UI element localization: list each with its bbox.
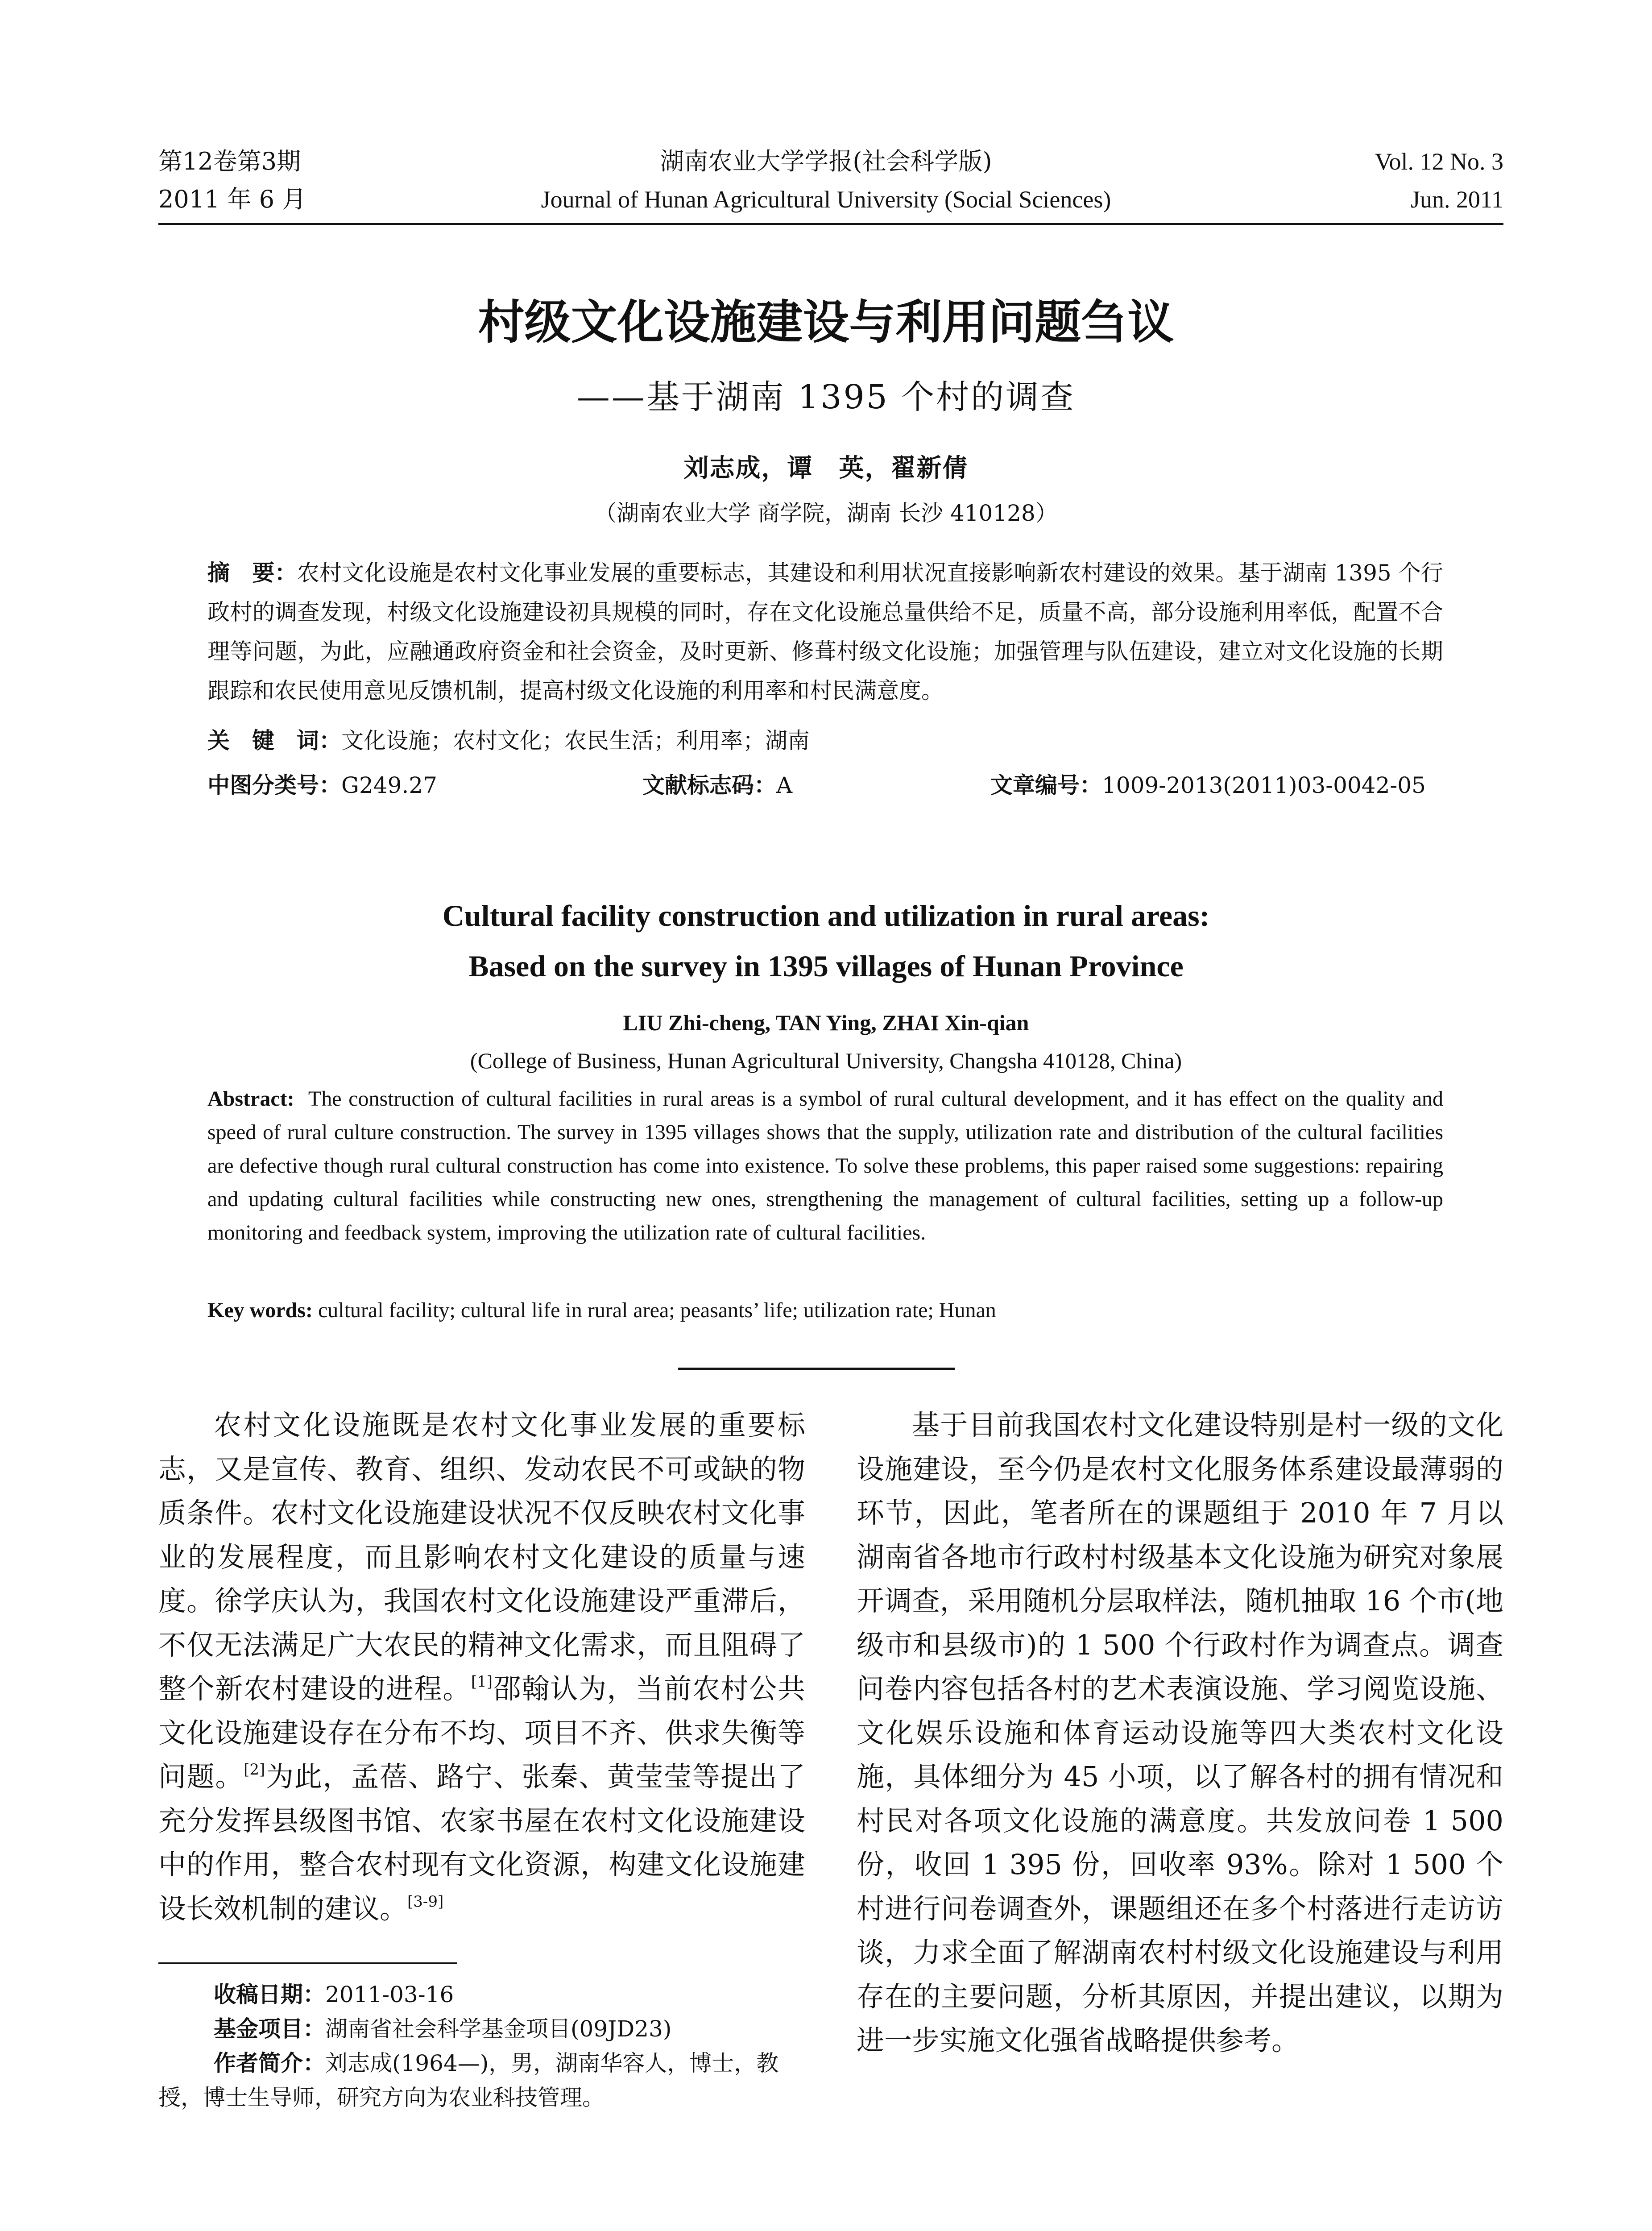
abstract-en-text: The construction of cultural facilities in rural areas is a symbol of rural cultural development, and it has effect on the quality and speed of rural culture construction. The survey in 1395 villages shows that the supply, utilization rate and distribution of the cultural facilities are defective though rural cultural construction has come into existence. To solve these problems, this paper raised some suggestions: repairing and updating cultural facilities while constructing new ones, strengthening the management of cultural facilities, setting up a follow-up monitoring and feedback system, improving the utilization rate of cultural facilities. (207, 1087, 1443, 1244)
authors-en: LIU Zhi-cheng, TAN Ying, ZHAI Xin-qian (623, 1010, 1029, 1035)
citation: [1] (471, 1673, 493, 1691)
body-paragraph: 基于目前我国农村文化建设特别是村一级的文化设施建设，至今仍是农村文化服务体系建设最薄弱的环节，因此，笔者所在的课题组于 2010 年 7 月以湖南省各地市行政村村级基本文化设施为研究对象展开调查，采用随机分层取样法，随机抽取 16 个市(地级市和县级市)的 1 500 个行政村作为调查点。调查问卷内容包括各村的艺术表演设施、学习阅览设施、文化娱乐设施和体育运动设施等四大类农村文化设施，具体细分为 45 小项，以了解各村的拥有情况和村民对各项文化设施的满意度。共发放问卷 1 500 份，收回 1 395 份，回收率 93%。除对 1 500 个村进行问卷调查外，课题组还在多个村落进行走访访谈，力求全面了解湖南农村村级文化设施建设与利用存在的主要问题，分析其原因，并提出建议，以期为进一步实施文化强省战略提供参考。 (857, 1409, 1503, 2057)
section-separator (678, 1368, 955, 1370)
keywords-cn (207, 725, 1443, 756)
clc-value: G249.27 (341, 772, 437, 798)
article-number-label: 文章编号： (990, 772, 1102, 798)
header-journal-name-cn: 湖南农业大学学报(社会科学版) (660, 147, 992, 175)
author-bio-label: 作者简介： (214, 2050, 325, 2076)
header-date: 2011 年 6 月 (158, 185, 306, 213)
received-label: 收稿日期： (214, 1982, 325, 2007)
abstract-cn-label: 摘 要： (207, 560, 297, 586)
keywords-cn-text: 文化设施；农村文化；农民生活；利用率；湖南 (341, 728, 810, 754)
affiliation-en: (College of Business, Hunan Agricultural University, Changsha 410128, China) (470, 1048, 1182, 1073)
received-date: 2011-03-16 (325, 1982, 454, 2007)
abstract-en (207, 1082, 1443, 1249)
body-text: 农村文化设施既是农村文化事业发展的重要标志，又是宣传、教育、组织、发动农民不可或缺的物质条件。农村文化设施建设状况不仅反映农村文化事业的发展程度，而且影响农村文化建设的质量与速度。徐学庆认为，我国农村文化设施建设严重滞后，不仅无法满足广大农民的精神文化需求，而且阻碍了整个新农村建设的进程。 (158, 1409, 805, 1705)
affiliation-cn: （湖南农业大学 商学院，湖南 长沙 410128） (594, 500, 1058, 526)
document-code-value: A (776, 772, 793, 798)
body-right-column (857, 1403, 1503, 2063)
keywords-en-text: cultural facility; cultural life in rural area; peasants’ life; utilization rate; Hunan (318, 1298, 996, 1322)
abstract-cn (207, 553, 1443, 710)
footnote-rule (158, 1962, 457, 1964)
body-text: 邵翰认为，当前农村公共文化设施建设存在分布不均、项目不齐、供求失衡等问题。 (158, 1672, 805, 1793)
header-journal-name-en: Journal of Hunan Agricultural University (Social Sciences) (541, 186, 1111, 213)
document-code (642, 770, 792, 801)
keywords-cn-label: 关 键 词： (207, 728, 341, 754)
clc-number (207, 770, 437, 801)
body-left-column (158, 1403, 805, 1931)
header-date-en: Jun. 2011 (1410, 186, 1503, 213)
subtitle-cn: ——基于湖南 1395 个村的调查 (576, 378, 1076, 416)
keywords-en (207, 1296, 1443, 1325)
footnote-received (158, 1978, 805, 2012)
header-rule (158, 223, 1503, 225)
title-en-line1: Cultural facility construction and utilization in rural areas: (442, 899, 1210, 933)
article-number (990, 770, 1426, 801)
body-text: 为此，孟蓓、路宁、张秦、黄莹莹等提出了充分发挥县级图书馆、农家书屋在农村文化设施建设中的作用，整合农村现有文化资源，构建文化设施建设长效机制的建议。 (158, 1760, 805, 1925)
abstract-en-label: Abstract: (207, 1087, 294, 1111)
title-cn: 村级文化设施建设与利用问题刍议 (478, 295, 1174, 349)
footnote-fund (158, 2012, 805, 2046)
keywords-en-label: Key words: (207, 1298, 313, 1322)
author-bio-text: 刘志成(1964—)，男，湖南华容人，博士，教授，博士生导师，研究方向为农业科技管理。 (158, 2050, 779, 2111)
fund-text: 湖南省社会科学基金项目(09JD23) (325, 2016, 672, 2042)
article-number-value: 1009-2013(2011)03-0042-05 (1102, 772, 1426, 798)
fund-label: 基金项目： (214, 2016, 325, 2042)
header-volume-issue: 第12卷第3期 (158, 147, 301, 175)
title-en-line2: Based on the survey in 1395 villages of Hunan Province (468, 949, 1184, 983)
authors-cn: 刘志成，谭 英，翟新倩 (683, 454, 969, 483)
abstract-cn-text: 农村文化设施是农村文化事业发展的重要标志，其建设和利用状况直接影响新农村建设的效果。基于湖南 1395 个行政村的调查发现，村级文化设施建设初具规模的同时，存在文化设施总量供给不足，质量不高，部分设施利用率低，配置不合理等问题，为此，应融通政府资金和社会资金，及时更新、修葺村级文化设施；加强管理与队伍建设，建立对文化设施的长期跟踪和农民使用意见反馈机制，提高村级文化设施的利用率和村民满意度。 (207, 560, 1443, 704)
citation: [2] (244, 1761, 265, 1779)
clc-label: 中图分类号： (207, 772, 341, 798)
body-paragraph (158, 1403, 805, 1931)
footnotes (158, 1978, 805, 2115)
header-volume-en: Vol. 12 No. 3 (1375, 148, 1503, 175)
document-code-label: 文献标志码： (642, 772, 776, 798)
citation: [3-9] (407, 1892, 444, 1911)
footnote-author (158, 2046, 805, 2115)
